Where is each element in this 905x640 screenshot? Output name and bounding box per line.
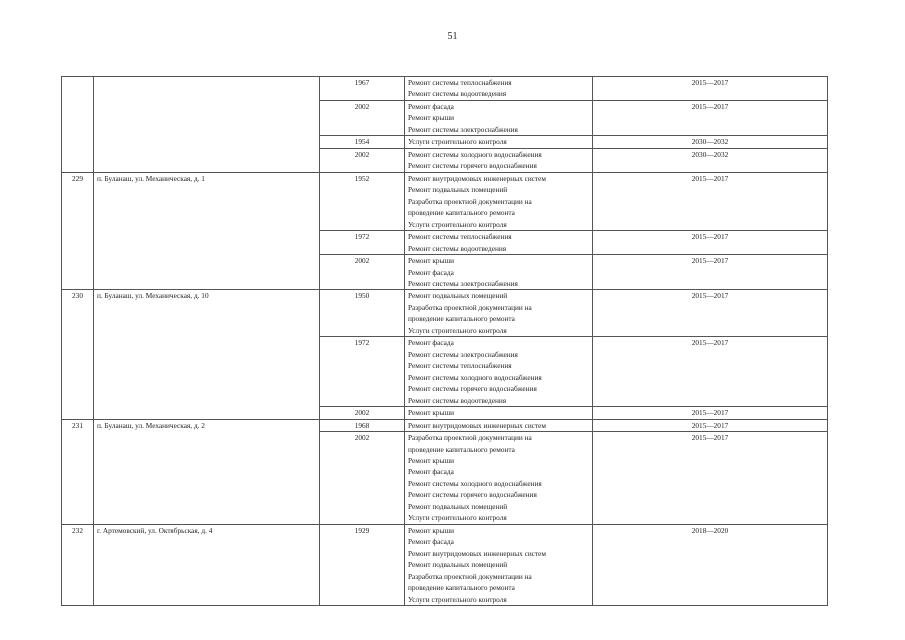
- year-cell: 1952: [320, 172, 405, 230]
- works-cell: [405, 524, 593, 605]
- work-item: Ремонт системы водоотведения: [408, 89, 507, 99]
- works-cell: [405, 290, 593, 337]
- works-cell: [405, 100, 593, 135]
- house-number-cell: 232: [62, 524, 94, 605]
- house-number-cell: [62, 77, 94, 173]
- work-item: Ремонт крыши: [408, 525, 455, 535]
- work-item: Ремонт системы теплоснабжения: [408, 361, 512, 371]
- work-item: Услуги строительного контроля: [408, 325, 507, 335]
- table-row: [62, 77, 828, 101]
- work-item: Ремонт фасада: [408, 338, 454, 348]
- period-cell: 2030—2032: [593, 148, 828, 172]
- year-cell: 2002: [320, 432, 405, 525]
- house-number-cell: 231: [62, 419, 94, 524]
- address-cell: [94, 77, 320, 173]
- works-cell: [405, 407, 593, 419]
- work-item: Услуги строительного контроля: [408, 219, 507, 229]
- work-item: Ремонт системы горячего водоснабжения: [408, 384, 537, 394]
- year-cell: 1950: [320, 290, 405, 337]
- table-row: [62, 290, 828, 337]
- year-cell: 1968: [320, 419, 405, 431]
- house-number-cell: 229: [62, 172, 94, 290]
- work-item: Ремонт системы холодного водоснабжения: [408, 478, 542, 488]
- address-cell: п. Буланаш, ул. Механическая, д. 2: [94, 419, 320, 524]
- work-item: Ремонт системы теплоснабжения: [408, 78, 512, 87]
- year-cell: 1972: [320, 337, 405, 407]
- work-item: Разработка проектной документации на: [408, 302, 532, 312]
- works-cell: [405, 432, 593, 525]
- work-item: Ремонт фасада: [408, 267, 454, 277]
- works-cell: [405, 255, 593, 290]
- work-item: Разработка проектной документации на: [408, 433, 532, 443]
- work-item: Ремонт системы горячего водоснабжения: [408, 161, 537, 171]
- address-cell: п. Буланаш, ул. Механическая, д. 1: [94, 172, 320, 290]
- works-cell: [405, 136, 593, 148]
- period-cell: 2015—2017: [593, 407, 828, 419]
- address-cell: г. Артемовский, ул. Октябрьская, д. 4: [94, 524, 320, 605]
- period-cell: 2015—2017: [593, 255, 828, 290]
- work-item: Разработка проектной документации на: [408, 571, 532, 581]
- work-item: Ремонт крыши: [408, 256, 455, 266]
- work-item: Разработка проектной документации на: [408, 196, 532, 206]
- work-item: Ремонт подвальных помещений: [408, 291, 508, 301]
- work-item: Ремонт системы холодного водоснабжения: [408, 372, 542, 382]
- work-item: Ремонт внутридомовых инженерных систем: [408, 548, 547, 558]
- year-cell: 2002: [320, 255, 405, 290]
- period-cell: 2015—2017: [593, 172, 828, 230]
- period-cell: 2015—2017: [593, 77, 828, 101]
- work-item: Ремонт системы электроснабжения: [408, 349, 518, 359]
- period-cell: 2015—2017: [593, 419, 828, 431]
- period-cell: 2030—2032: [593, 136, 828, 148]
- work-item: Ремонт системы холодного водоснабжения: [408, 149, 542, 159]
- work-item: Ремонт системы горячего водоснабжения: [408, 490, 537, 500]
- table-row: [62, 172, 828, 230]
- work-item: проведение капитального ремонта: [408, 314, 515, 324]
- table-row: [62, 419, 828, 431]
- year-cell: 1972: [320, 231, 405, 255]
- work-item: Услуги строительного контроля: [408, 137, 507, 147]
- period-cell: 2015—2017: [593, 231, 828, 255]
- year-cell: 1967: [320, 77, 405, 101]
- work-item: Ремонт системы электроснабжения: [408, 278, 518, 288]
- work-item: Ремонт системы электроснабжения: [408, 124, 518, 134]
- year-cell: 1929: [320, 524, 405, 605]
- period-cell: 2018—2020: [593, 524, 828, 605]
- work-item: Ремонт подвальных помещений: [408, 560, 508, 570]
- year-cell: 2002: [320, 100, 405, 135]
- table-row: [62, 524, 828, 605]
- work-item: Ремонт крыши: [408, 456, 455, 465]
- work-item: Ремонт крыши: [408, 113, 455, 123]
- work-item: Ремонт подвальных помещений: [408, 185, 508, 195]
- works-cell: [405, 172, 593, 230]
- period-cell: 2015—2017: [593, 432, 828, 525]
- house-number-cell: 230: [62, 290, 94, 419]
- work-item: Ремонт подвальных помещений: [408, 501, 508, 511]
- work-item: Ремонт внутридомовых инженерных систем: [408, 173, 547, 183]
- period-cell: 2015—2017: [593, 290, 828, 337]
- work-item: Ремонт крыши: [408, 408, 455, 418]
- work-item: проведение капитального ремонта: [408, 208, 515, 218]
- work-item: Ремонт фасада: [408, 101, 454, 111]
- work-item: Ремонт внутридомовых инженерных систем: [408, 420, 547, 430]
- period-cell: 2015—2017: [593, 337, 828, 407]
- period-cell: 2015—2017: [593, 100, 828, 135]
- year-cell: 2002: [320, 148, 405, 172]
- work-item: Ремонт системы водоотведения: [408, 395, 507, 405]
- capital-repair-table: [61, 76, 828, 606]
- works-cell: [405, 231, 593, 255]
- work-item: Ремонт фасада: [408, 467, 454, 477]
- work-item: Услуги строительного контроля: [408, 513, 507, 523]
- work-item: проведение капитального ремонта: [408, 444, 515, 454]
- work-item: Ремонт системы теплоснабжения: [408, 232, 512, 242]
- work-item: Ремонт фасада: [408, 537, 454, 547]
- works-cell: [405, 337, 593, 407]
- work-item: Услуги строительного контроля: [408, 594, 507, 604]
- work-item: проведение капитального ремонта: [408, 583, 515, 593]
- year-cell: 2002: [320, 407, 405, 419]
- works-cell: [405, 148, 593, 172]
- work-item: Ремонт системы водоотведения: [408, 243, 507, 253]
- address-cell: п. Буланаш, ул. Механическая, д. 10: [94, 290, 320, 419]
- table-body: [62, 77, 828, 606]
- page-number: 51: [447, 31, 458, 42]
- year-cell: 1954: [320, 136, 405, 148]
- works-cell: [405, 419, 593, 431]
- works-cell: [405, 77, 593, 101]
